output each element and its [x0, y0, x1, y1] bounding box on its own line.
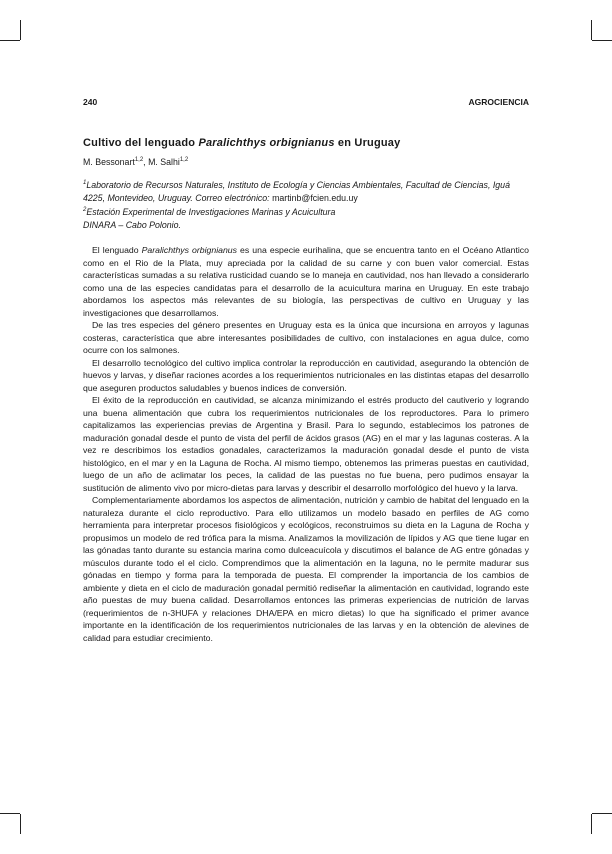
paragraph: Complementariamente abordamos los aspectos de alimentación, nutrición y cambio de habitat del lenguado en la naturaleza durante el ciclo reproductivo. Para ello utilizamos un modelo basado en perfiles de AG como herramienta para interpretar procesos fisiológicos y ecológicos, reconstruimos su dieta en la Laguna de Rocha y propusimos un modelo de red trófica para la misma. Analizamos la movilización de lípidos y AG que tiene lugar en las gónadas tanto durante su estancia marina como dulceacuícola y discutimos el balance de AG entre gónadas y músculos durante todo el el ciclo. Comprendimos que la alimentación en la laguna, no le permite madurar sus gónadas en tiempo y forma para la temporada de puesta. El comprender la importancia de los cambios de ambiente y dieta en el ciclo de maduración gonadal permitió rediseñar la alimentación en cautividad, logrando este año puestas de muy buena calidad. Desarrollamos entonces las primeras experiencias de nutrición de larvas (requerimientos de n-3HUFA y relaciones DHA/EPA en micro dietas) lo que ha significado el primer avance importante en la identificación de los requerimientos nutricionales de las larvas y en la obtención de alevines de calidad para estudiar crecimiento.	[83, 495, 529, 643]
author-list: M. Bessonart$^{1,2}$, M. Salhi$^{1,2}$	[83, 157, 189, 167]
crop-mark	[592, 40, 612, 41]
crop-mark	[20, 814, 21, 834]
paragraph: El éxito de la reproducción en cautividad, se alcanza minimizando el estrés producto del cautiverio y logrando una buena alimentación que cubra los requerimientos nutricionales de los reproductores. Para lo primero capitalizamos las experiencias previas de Argentina y Brasil. Para lo segundo, establecimos los patrones de maduración gonadal desde el punto de vista del perfil de ácidos grasos (AG) en el mar y las lagunas costeras. A la vez re describimos los estadios gonadales, caracterizamos la maduración gonadal desde el punto de vista histológico, en el mar y en la Laguna de Rocha. Al mismo tiempo, obtenemos las primeras puestas en cautividad, luego de un año de aclimatar los peces, la calidad de las puestas no fue buena, pero pudimos ensayar la sustitución de alimento vivo por micro-dietas para larvas y describir el desarrollo morfológico del huevo y la larva.	[83, 395, 529, 493]
journal-name: AGROCIENCIA	[468, 97, 529, 107]
article	[83, 137, 529, 644]
article-body	[83, 244, 529, 644]
author-name: M. Bessonart	[83, 157, 135, 167]
crop-mark	[20, 20, 21, 40]
page-number: 240	[83, 97, 98, 107]
crop-mark	[591, 20, 592, 40]
species-name: Paralichthys orbignianus	[198, 137, 335, 149]
crop-mark	[591, 814, 592, 834]
email-address: martinb@fcien.edu.uy	[272, 192, 358, 203]
paragraph: De las tres especies del género presentes en Uruguay esta es la única que incursiona en arroyos y lagunas costeras, característica que abre interesantes posibilidades de cultivo, con instalaciones en agua dulce, como ocurre con los salmones.	[83, 320, 529, 356]
crop-mark	[0, 40, 20, 41]
author-name: M. Salhi	[148, 157, 180, 167]
paragraph: El desarrollo tecnológico del cultivo implica controlar la reproducción en cautividad, asegurando la obtención de huevos y larvas, y diseñar raciones acordes a los requerimientos nutricionales en las distintas etapas del desarrollo que aseguren productos saludables y buenos indices de conversión.	[83, 357, 529, 393]
article-title: Cultivo del lenguado Paralichthys orbignianus en Uruguay	[83, 137, 401, 149]
paragraph: El lenguado Paralichthys orbignianus es una especie eurihalina, que se encuentra tanto en el Océano Atlantico como en el Rio de la Plata, muy apreciada por la calidad de su carne y con buen valor comercial. Estas características sumadas a su relativa rusticidad cuando se lo maneja en cautividad, nos han llevado a considerarlo como una de las especies candidatas para el desarrollo de la acuicultura marina en Uruguay. En este trabajo abordamos los aspectos más relevantes de su biología, las perspectivas de cultivo en Uruguay y las investigaciones que desarrollamos.	[83, 245, 529, 318]
affiliation: $^2$Estación Experimental de Investigaciones Marinas y Acuicultura	[83, 207, 336, 218]
running-header	[83, 97, 529, 111]
crop-mark	[592, 813, 612, 814]
crop-mark	[0, 813, 20, 814]
affiliation: $^1$Laboratorio de Recursos Naturales, Instituto de Ecología y Ciencias Ambientales, Facultad de Ciencias, Iguá 4225, Montevideo, Uruguay. Correo electrónico: martinb@fcien.edu.uy	[83, 179, 510, 203]
affiliation: DINARA – Cabo Polonio.	[83, 219, 181, 230]
affiliations	[83, 177, 529, 231]
species-name: Paralichthys orbignianus	[141, 245, 237, 256]
